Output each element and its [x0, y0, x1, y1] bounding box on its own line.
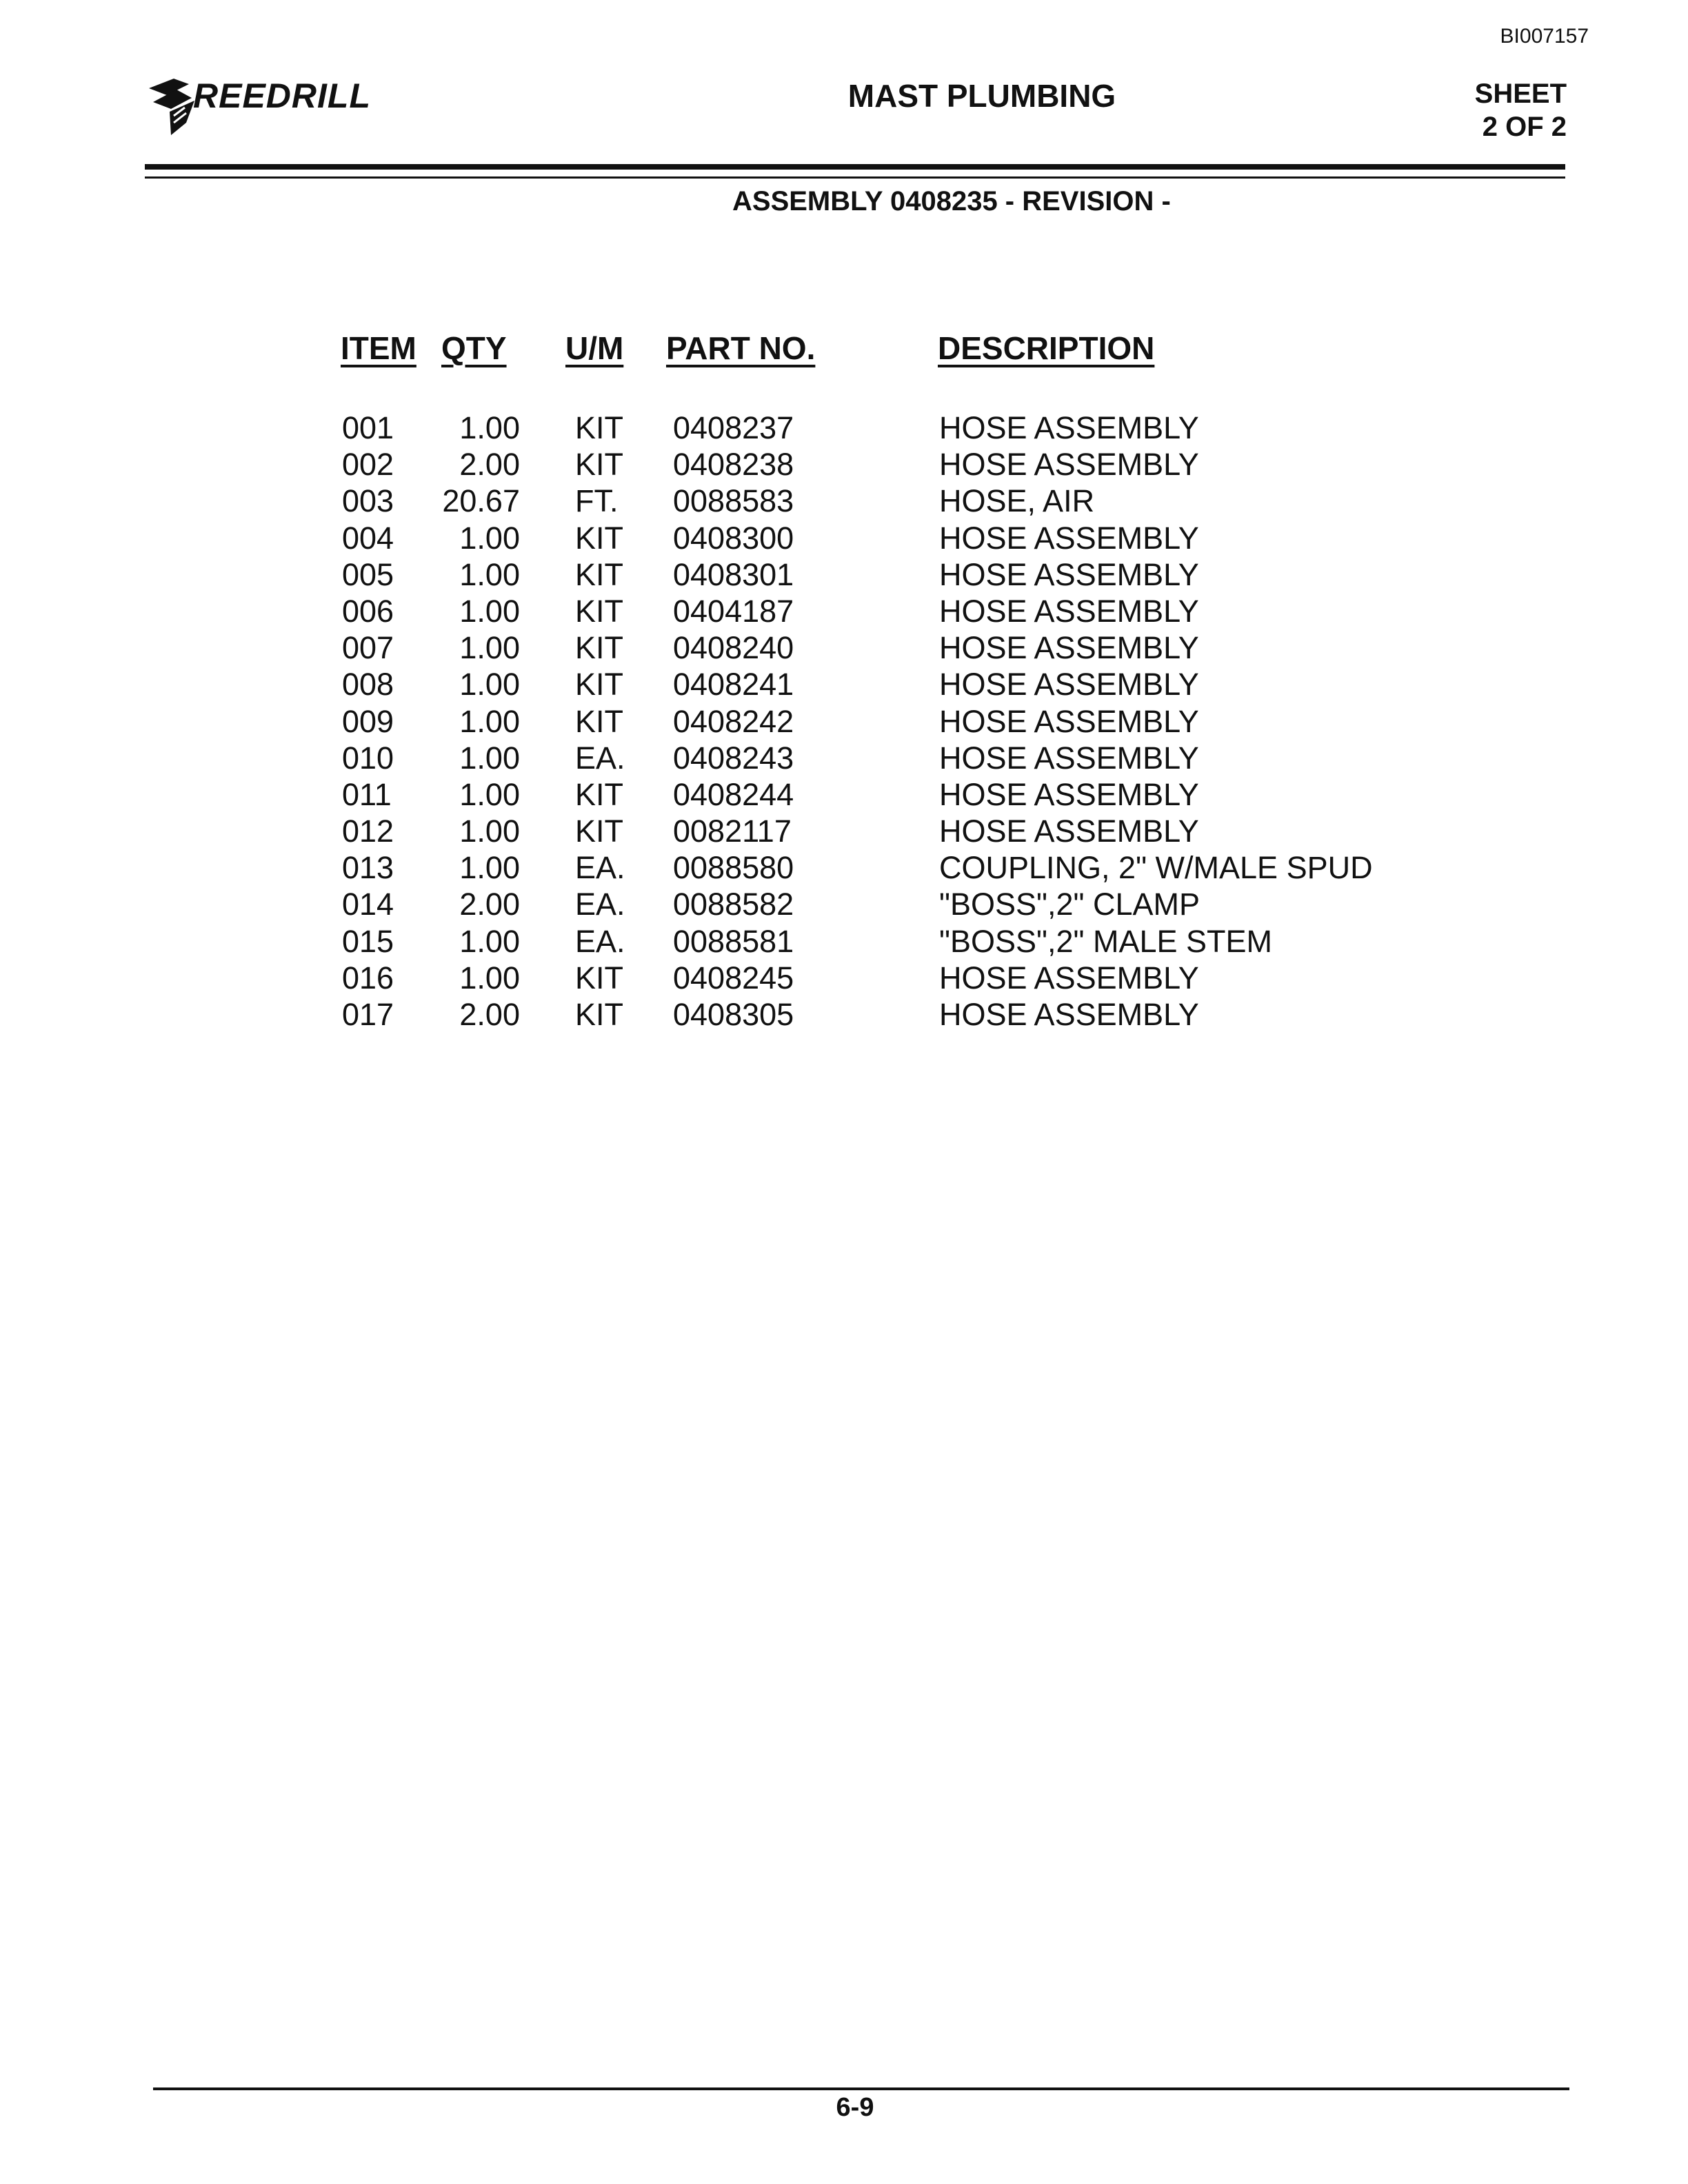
table-row — [0, 446, 1688, 483]
part-number: 0088582 — [673, 887, 794, 922]
quantity: 2.00 — [459, 887, 520, 922]
quantity: 1.00 — [459, 556, 520, 592]
page-title: MAST PLUMBING — [847, 78, 1116, 114]
item-number: 008 — [342, 667, 394, 702]
quantity: 1.00 — [459, 520, 520, 556]
part-number: 0082117 — [673, 813, 792, 849]
logo-wordmark: REEDRILL — [193, 77, 371, 115]
part-number: 0408241 — [673, 667, 794, 702]
table-row — [0, 410, 1688, 446]
table-row — [0, 520, 1688, 556]
unit-of-measure: KIT — [575, 703, 624, 739]
table-row — [0, 886, 1688, 922]
table-row — [0, 776, 1688, 813]
item-number: 011 — [342, 776, 392, 812]
item-number: 005 — [342, 556, 394, 592]
quantity: 1.00 — [459, 813, 520, 849]
unit-of-measure: KIT — [575, 667, 624, 702]
item-number: 016 — [342, 960, 394, 995]
table-row — [0, 593, 1688, 629]
item-number: 017 — [342, 997, 394, 1032]
assembly-revision: ASSEMBLY 0408235 - REVISION - — [732, 186, 1171, 216]
description: "BOSS",2" MALE STEM — [939, 923, 1273, 959]
quantity: 2.00 — [459, 997, 520, 1032]
unit-of-measure: EA. — [575, 887, 625, 922]
unit-of-measure: KIT — [575, 813, 624, 849]
description: HOSE ASSEMBLY — [939, 556, 1199, 592]
header-rule-thin — [145, 176, 1565, 179]
part-number: 0408243 — [673, 740, 794, 776]
quantity: 1.00 — [459, 667, 520, 702]
column-header-qty: QTY — [441, 330, 507, 366]
document-id: BI007157 — [1500, 25, 1589, 48]
unit-of-measure: KIT — [575, 630, 624, 666]
sheet-indicator — [1475, 77, 1567, 143]
quantity: 1.00 — [459, 703, 520, 739]
unit-of-measure: KIT — [575, 997, 624, 1032]
part-number: 0408300 — [673, 520, 794, 556]
part-number: 0408245 — [673, 960, 794, 995]
column-header-item: ITEM — [341, 330, 416, 366]
description: HOSE ASSEMBLY — [939, 447, 1199, 483]
page-number: 6-9 — [836, 2093, 874, 2122]
part-number: 0408242 — [673, 703, 794, 739]
unit-of-measure: KIT — [575, 520, 624, 556]
unit-of-measure: KIT — [575, 410, 624, 445]
quantity: 1.00 — [459, 776, 520, 812]
table-row — [0, 483, 1688, 519]
table-row — [0, 703, 1688, 740]
part-number: 0408244 — [673, 776, 794, 812]
sheet-count: 2 OF 2 — [1482, 112, 1567, 142]
item-number: 001 — [342, 410, 394, 445]
unit-of-measure: EA. — [575, 740, 625, 776]
item-number: 015 — [342, 923, 394, 959]
description: HOSE ASSEMBLY — [939, 813, 1199, 849]
quantity: 1.00 — [459, 593, 520, 629]
unit-of-measure: EA. — [575, 850, 625, 886]
description: HOSE ASSEMBLY — [939, 593, 1199, 629]
part-number: 0408240 — [673, 630, 794, 666]
column-header-part-no: PART NO. — [666, 330, 816, 366]
item-number: 013 — [342, 850, 394, 886]
unit-of-measure: KIT — [575, 556, 624, 592]
unit-of-measure: KIT — [575, 593, 624, 629]
part-number: 0408301 — [673, 556, 794, 592]
unit-of-measure: KIT — [575, 447, 624, 483]
parts-list — [0, 410, 1688, 1033]
quantity: 2.00 — [459, 447, 520, 483]
description: COUPLING, 2" W/MALE SPUD — [939, 850, 1373, 886]
quantity: 1.00 — [459, 960, 520, 995]
item-number: 003 — [342, 483, 394, 519]
quantity: 1.00 — [459, 850, 520, 886]
unit-of-measure: KIT — [575, 960, 624, 995]
table-row — [0, 556, 1688, 593]
quantity: 1.00 — [459, 740, 520, 776]
item-number: 004 — [342, 520, 394, 556]
table-row — [0, 849, 1688, 886]
part-number: 0404187 — [673, 593, 794, 629]
description: HOSE ASSEMBLY — [939, 776, 1199, 812]
table-row — [0, 629, 1688, 666]
sheet-label: SHEET — [1474, 79, 1567, 109]
unit-of-measure: KIT — [575, 776, 624, 812]
item-number: 014 — [342, 887, 394, 922]
part-number: 0088580 — [673, 850, 794, 886]
part-number: 0088583 — [673, 483, 794, 519]
unit-of-measure: FT. — [575, 483, 619, 519]
item-number: 012 — [342, 813, 394, 849]
quantity: 1.00 — [459, 630, 520, 666]
unit-of-measure: EA. — [575, 923, 625, 959]
part-number: 0088581 — [673, 923, 794, 959]
description: HOSE ASSEMBLY — [939, 997, 1199, 1032]
description: HOSE ASSEMBLY — [939, 630, 1199, 666]
quantity: 20.67 — [442, 483, 520, 519]
column-header-um: U/M — [565, 330, 624, 366]
header-rule-thick — [145, 164, 1565, 170]
table-row — [0, 813, 1688, 849]
table-row — [0, 960, 1688, 996]
table-row — [0, 666, 1688, 702]
quantity: 1.00 — [459, 410, 520, 445]
item-number: 010 — [342, 740, 394, 776]
item-number: 002 — [342, 447, 394, 483]
description: HOSE ASSEMBLY — [939, 667, 1199, 702]
item-number: 009 — [342, 703, 394, 739]
description: HOSE ASSEMBLY — [939, 410, 1199, 445]
item-number: 007 — [342, 630, 394, 666]
part-number: 0408305 — [673, 997, 794, 1032]
part-number: 0408237 — [673, 410, 794, 445]
description: HOSE ASSEMBLY — [939, 960, 1199, 995]
item-number: 006 — [342, 593, 394, 629]
footer-rule — [153, 2087, 1569, 2090]
table-row — [0, 740, 1688, 776]
table-row — [0, 996, 1688, 1033]
description: HOSE, AIR — [939, 483, 1095, 519]
column-header-description: DESCRIPTION — [938, 330, 1155, 366]
description: HOSE ASSEMBLY — [939, 740, 1199, 776]
quantity: 1.00 — [459, 923, 520, 959]
table-row — [0, 923, 1688, 960]
description: HOSE ASSEMBLY — [939, 520, 1199, 556]
description: HOSE ASSEMBLY — [939, 703, 1199, 739]
description: "BOSS",2" CLAMP — [939, 887, 1200, 922]
part-number: 0408238 — [673, 447, 794, 483]
